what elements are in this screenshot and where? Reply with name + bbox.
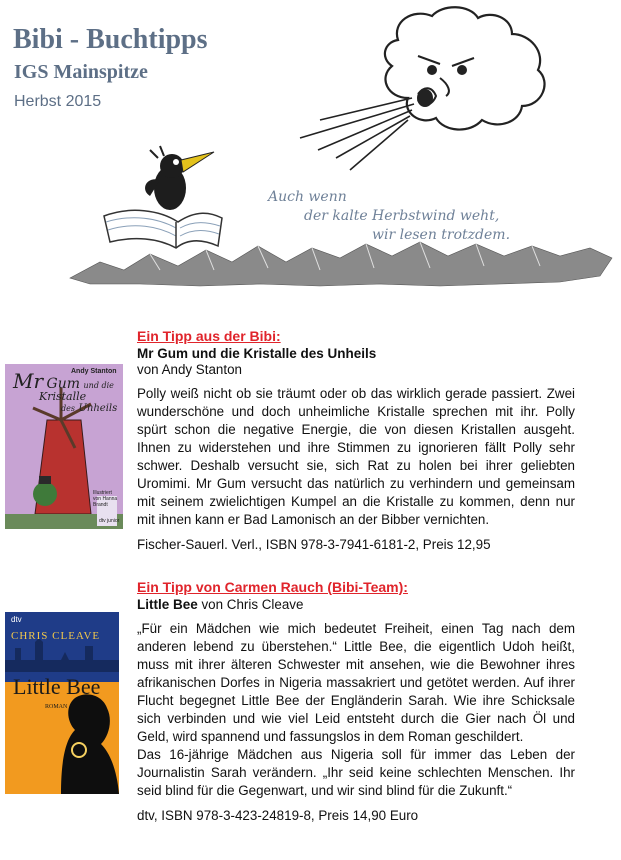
bird-reading-icon <box>104 146 222 248</box>
slogan <box>262 188 542 245</box>
mr-gum-cover-author: Andy Stanton <box>71 368 117 375</box>
tip-1-label: Ein Tipp aus der Bibi: <box>137 328 281 344</box>
tip-1-book-title: Mr Gum und die Kristalle des Unheils <box>137 346 377 361</box>
tip-1-publisher: Fischer-Sauerl. Verl., ISBN 978-3-7941-6181-2, Preis 12,95 <box>137 537 491 552</box>
tip-1-description: Polly weiß nicht ob sie träumt oder ob das wirklich gerade passiert. Zwei wunderschöne und doch unheimliche Kristalle sprechen mit ihr. Polly spürt schon die negative Energie, die von diesen Kristallen ausgeht. Ihnen zu widerstehen und ihre Stimmen zu ignorieren fällt Polly sehr schwer. Deshalb versucht sie, sich Rat zu holen bei ihrer geliebten Uromimi. Mr Gum versucht das natürlich zu verhindern und gemeinsam mit seinem zwielichtigen Kumpel an die Kristalle zu kommen, denn nur mit ihnen kann er Bad Lamonisch an der Bibber vernichten. <box>137 386 575 527</box>
mr-gum-cover-illustrator: Illustriert von Hanna Brandt <box>93 490 118 508</box>
little-bee-cover-publisher: dtv <box>11 615 22 624</box>
tip-2-title-line <box>137 597 575 612</box>
mr-gum-cover-title: Mr Gum und die Kristalle des Unheils <box>13 369 118 414</box>
slogan-line-1: Auch wenn <box>268 189 347 205</box>
mr-gum-cover-publisher: dtv junior <box>99 518 120 524</box>
little-bee-cover-author: CHRIS CLEAVE <box>11 630 101 642</box>
mountain-range-icon <box>70 242 612 286</box>
tip-1-author: von Andy Stanton <box>137 362 242 377</box>
little-bee-cover-title: Little Bee <box>13 674 101 699</box>
slogan-line-2: der kalte Herbstwind weht, <box>304 208 500 224</box>
tip-2-description-2: Das 16-jährige Mädchen aus Nigeria soll für immer das Leben der Journalistin Sarah verändern. „Ihr seid keine schlechten Menschen. Ihr seid blind für die Gegenwart, und wir sind blind für die Zukunft.“ <box>137 747 575 798</box>
school-name: IGS Mainspitze <box>14 61 148 83</box>
tip-2-publisher: dtv, ISBN 978-3-423-24819-8, Preis 14,90 Euro <box>137 808 419 823</box>
tip-2-label: Ein Tipp von Carmen Rauch (Bibi-Team): <box>137 579 408 595</box>
book-cover-little-bee[interactable] <box>5 612 119 794</box>
little-bee-cover-genre: ROMAN <box>45 704 68 710</box>
tip-1 <box>137 328 575 552</box>
tip-2 <box>137 579 575 823</box>
tip-2-book-title: Little Bee <box>137 597 198 612</box>
tip-2-author: von Chris Cleave <box>197 597 304 612</box>
slogan-line-3: wir lesen trotzdem. <box>372 227 511 243</box>
page-title: Bibi - Buchtipps <box>13 24 208 55</box>
season-label: Herbst 2015 <box>14 93 102 110</box>
tip-2-description-1: „Für ein Mädchen wie mich bedeutet Freiheit, einen Tag nach dem anderen lebend zu überstehen.“ Little Bee, die eigentlich Udoh heißt, muss mit ihrer älteren Schwester mit ansehen, wie die Bewohner ihres afrikanischen Dorfes in Nigeria massakriert und getötet werden. Auf ihrer Flucht begegnet Little Bee der Engländerin Sarah. Wie ihre Schicksale sich verbinden und wie viel Leid entsteht durch die Gier nach Öl und Geld, wird spannend und fassungslos in dem Roman geschildert. <box>137 621 575 744</box>
header-illustration <box>0 0 621 300</box>
book-cover-mr-gum[interactable] <box>5 364 123 529</box>
